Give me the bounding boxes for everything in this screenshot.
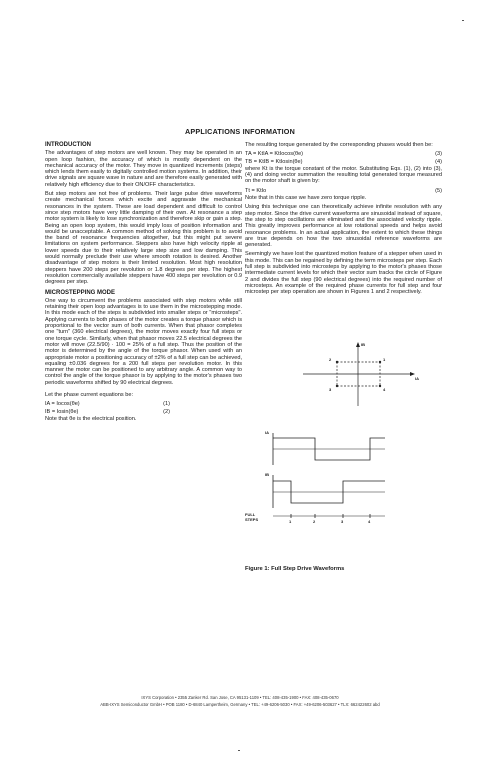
step-label-1: 1 <box>383 357 386 362</box>
step-point-2 <box>336 361 338 363</box>
equation-3-text: TA = KtIA = KtIocos(θe) <box>245 151 304 158</box>
microsteps-paragraph: Seemingly we have lost the quantized motion feature of a stepper when used in this mode. This can be regained by defining the term microsteps per step. Each full step is subdivided into microsteps by applying to the motor's phases those intermediate current levels for which their vector sum tracks the circle of Figure 2 and divides the full step (90 electrical degrees) into the required number of microsteps. An example of the required phase currents for full step and four microstep per step operation are shown in Figures 1 and 2 respectively. <box>245 251 442 296</box>
torque-constant-paragraph: where Kt is the torque constant of the motor. Substituting Eqs. (1), (2) into (3), (4) and doing vector summation the resulting total generated torque measured on the motor shaft is given by: <box>245 165 442 185</box>
equation-3 <box>245 151 442 157</box>
left-column <box>45 142 242 425</box>
intro-paragraph-2: But step motors are not free of problems. Their large pulse drive waveforms create mechanical forces which excite and aggravate the mechanical resonances in the system. These are load dependent and difficult to control since step motors have very little damping of their own. At resonance a step motor system is likely to lose synchronization and therefore skip or gain a step. Being an open loop system, this would imply loss of position information and would be unacceptable. A common method of solving this problem is to avoid the band of resonance frequencies altogether, but this might put severe limitations on system performance. Steppers also have high velocity ripple at lower speeds due to their relatively large step size and low damping. This would normally preclude their use where smooth rotation is desired. Another disadvantage of step motors is their limited resolution. Most high resolution steppers have 200 steps per revolution or 1.8 degrees per step. The highest resolution commercially available steppers have 400 steps per revolution or 0.9 degrees per step. <box>45 191 242 286</box>
step-point-3 <box>336 385 338 387</box>
equation-2-number: (2) <box>163 408 170 415</box>
scan-speck <box>238 750 240 751</box>
tick-label-2: 2 <box>313 519 316 524</box>
tick-label-3: 3 <box>341 519 344 524</box>
tick-label-1: 1 <box>289 519 292 524</box>
equation-2 <box>45 409 170 415</box>
torque-intro: The resulting torque generated by the corresponding phases would then be: <box>245 142 433 148</box>
equation-4 <box>245 159 442 165</box>
step-label-4: 4 <box>383 387 386 392</box>
figure-caption: Figure 1: Full Step Drive Waveforms <box>245 566 345 572</box>
equation-3-number: (3) <box>435 151 442 158</box>
intro-paragraph-1: The advantages of step motors are well known. They may be operated in an open loop fashion, the accuracy of which is mostly dependent on the mechanical accuracy of the motor. They move in quantized increments (steps) which lends them easily to digitally controlled motion systems. In addition, their drive signals are square wave in nature and are therefore easily generated with relatively high efficiency due to their ON/OFF characteristics. <box>45 150 242 188</box>
equation-5-number: (5) <box>435 187 442 194</box>
footer-line-1: IXYS Corporation • 2355 Zanker Rd. San Jose, CA 95131-1109 • TEL: 408-435-1900 • FAX: 408-435-0670 <box>141 695 339 700</box>
step-point-4 <box>379 385 381 387</box>
step-point-1 <box>379 361 381 363</box>
phase-equations-intro: Let the phase current equations be: <box>45 391 134 398</box>
right-column <box>245 142 442 299</box>
equation-1-number: (1) <box>163 401 170 408</box>
equation-5 <box>245 188 442 194</box>
axis-label-ib: IB <box>361 342 365 347</box>
equation-1-text: IA = Iocos(θe) <box>45 401 80 408</box>
scan-speck <box>462 20 464 21</box>
step-label-2: 2 <box>329 357 332 362</box>
full-steps-label-1: FULL <box>245 512 256 517</box>
wave-label-ib: IB <box>265 472 269 477</box>
equation-4-number: (4) <box>435 158 442 165</box>
equation-2-text: IB = Iosin(θe) <box>45 408 79 415</box>
waveform-diagram <box>245 338 445 568</box>
axis-label-ia: IA <box>415 376 419 381</box>
microstepping-paragraph: One way to circumvent the problems associated with step motors while still retaining their open loop advantages is to use them in the microstepping mode. In this mode each of the steps is subdivided into smaller steps or "microsteps". Applying currents to both phases of the motor creates a torque phasor which is proportional to the vector sum of both currents. When that phasor completes one "turn" (360 electrical degrees), the motor moves exactly four full steps or one torque cycle. Similarly, when that phasor moves 22.5 electrical degrees the motor will move (22.5/90) · 100 = 25% of a full step. Thus the position of the motor is determined by the angle of the torque phasor. When used with an appropriate motor a positioning accuracy of ±2% of a full step can be achieved, equaling ±0.036 degrees for a 200 full steps per revolution motor. In this manner the motor can be positioned to any arbitrary angle. A common way to control the angle of the torque phasor is by applying to the motor's phases two periodic waveforms shifted by 90 electrical degrees. <box>45 297 242 386</box>
microstepping-heading: MICROSTEPPING MODE <box>45 289 116 296</box>
page-title: APPLICATIONS INFORMATION <box>185 127 295 136</box>
infinite-resolution-paragraph: Using this technique one can theoretically achieve infinite resolution with any step motor. Since the drive current waveforms are sinusoidal instead of square, the step to step oscillations are eliminated and the associated velocity ripple. This greatly improves performance at low rotational speeds and helps avoid resonance problems. In an actual application, the extent to which these things are true depends on how the two sinusoidal reference waveforms are generated. <box>245 204 442 249</box>
equation-4-text: TB = KtIB = KtIosin(θe) <box>245 158 303 165</box>
equation-1 <box>45 401 170 407</box>
full-steps-label-2: STEPS <box>245 517 259 522</box>
figure-full-step-waveforms <box>245 338 445 568</box>
wave-label-ia: IA <box>265 430 269 435</box>
equation-5-text: Tt = KtIo <box>245 187 267 194</box>
electrical-position-note: Note that θe is the electrical position. <box>45 415 137 422</box>
footer-line-2: ABB-IXYS Semiconductor GmbH • POB 1180 • D-6840 Lampertheim, Germany • TEL: +49-6206-5030 • FAX: +49-6206-503627 • TLX: 662422602 abd <box>100 702 380 707</box>
step-label-3: 3 <box>329 387 332 392</box>
tick-label-4: 4 <box>368 519 371 524</box>
intro-heading: INTRODUCTION <box>45 142 91 148</box>
zero-ripple-note: Note that in this case we have zero torque ripple. <box>245 195 367 202</box>
ib-arrowhead <box>356 342 360 347</box>
